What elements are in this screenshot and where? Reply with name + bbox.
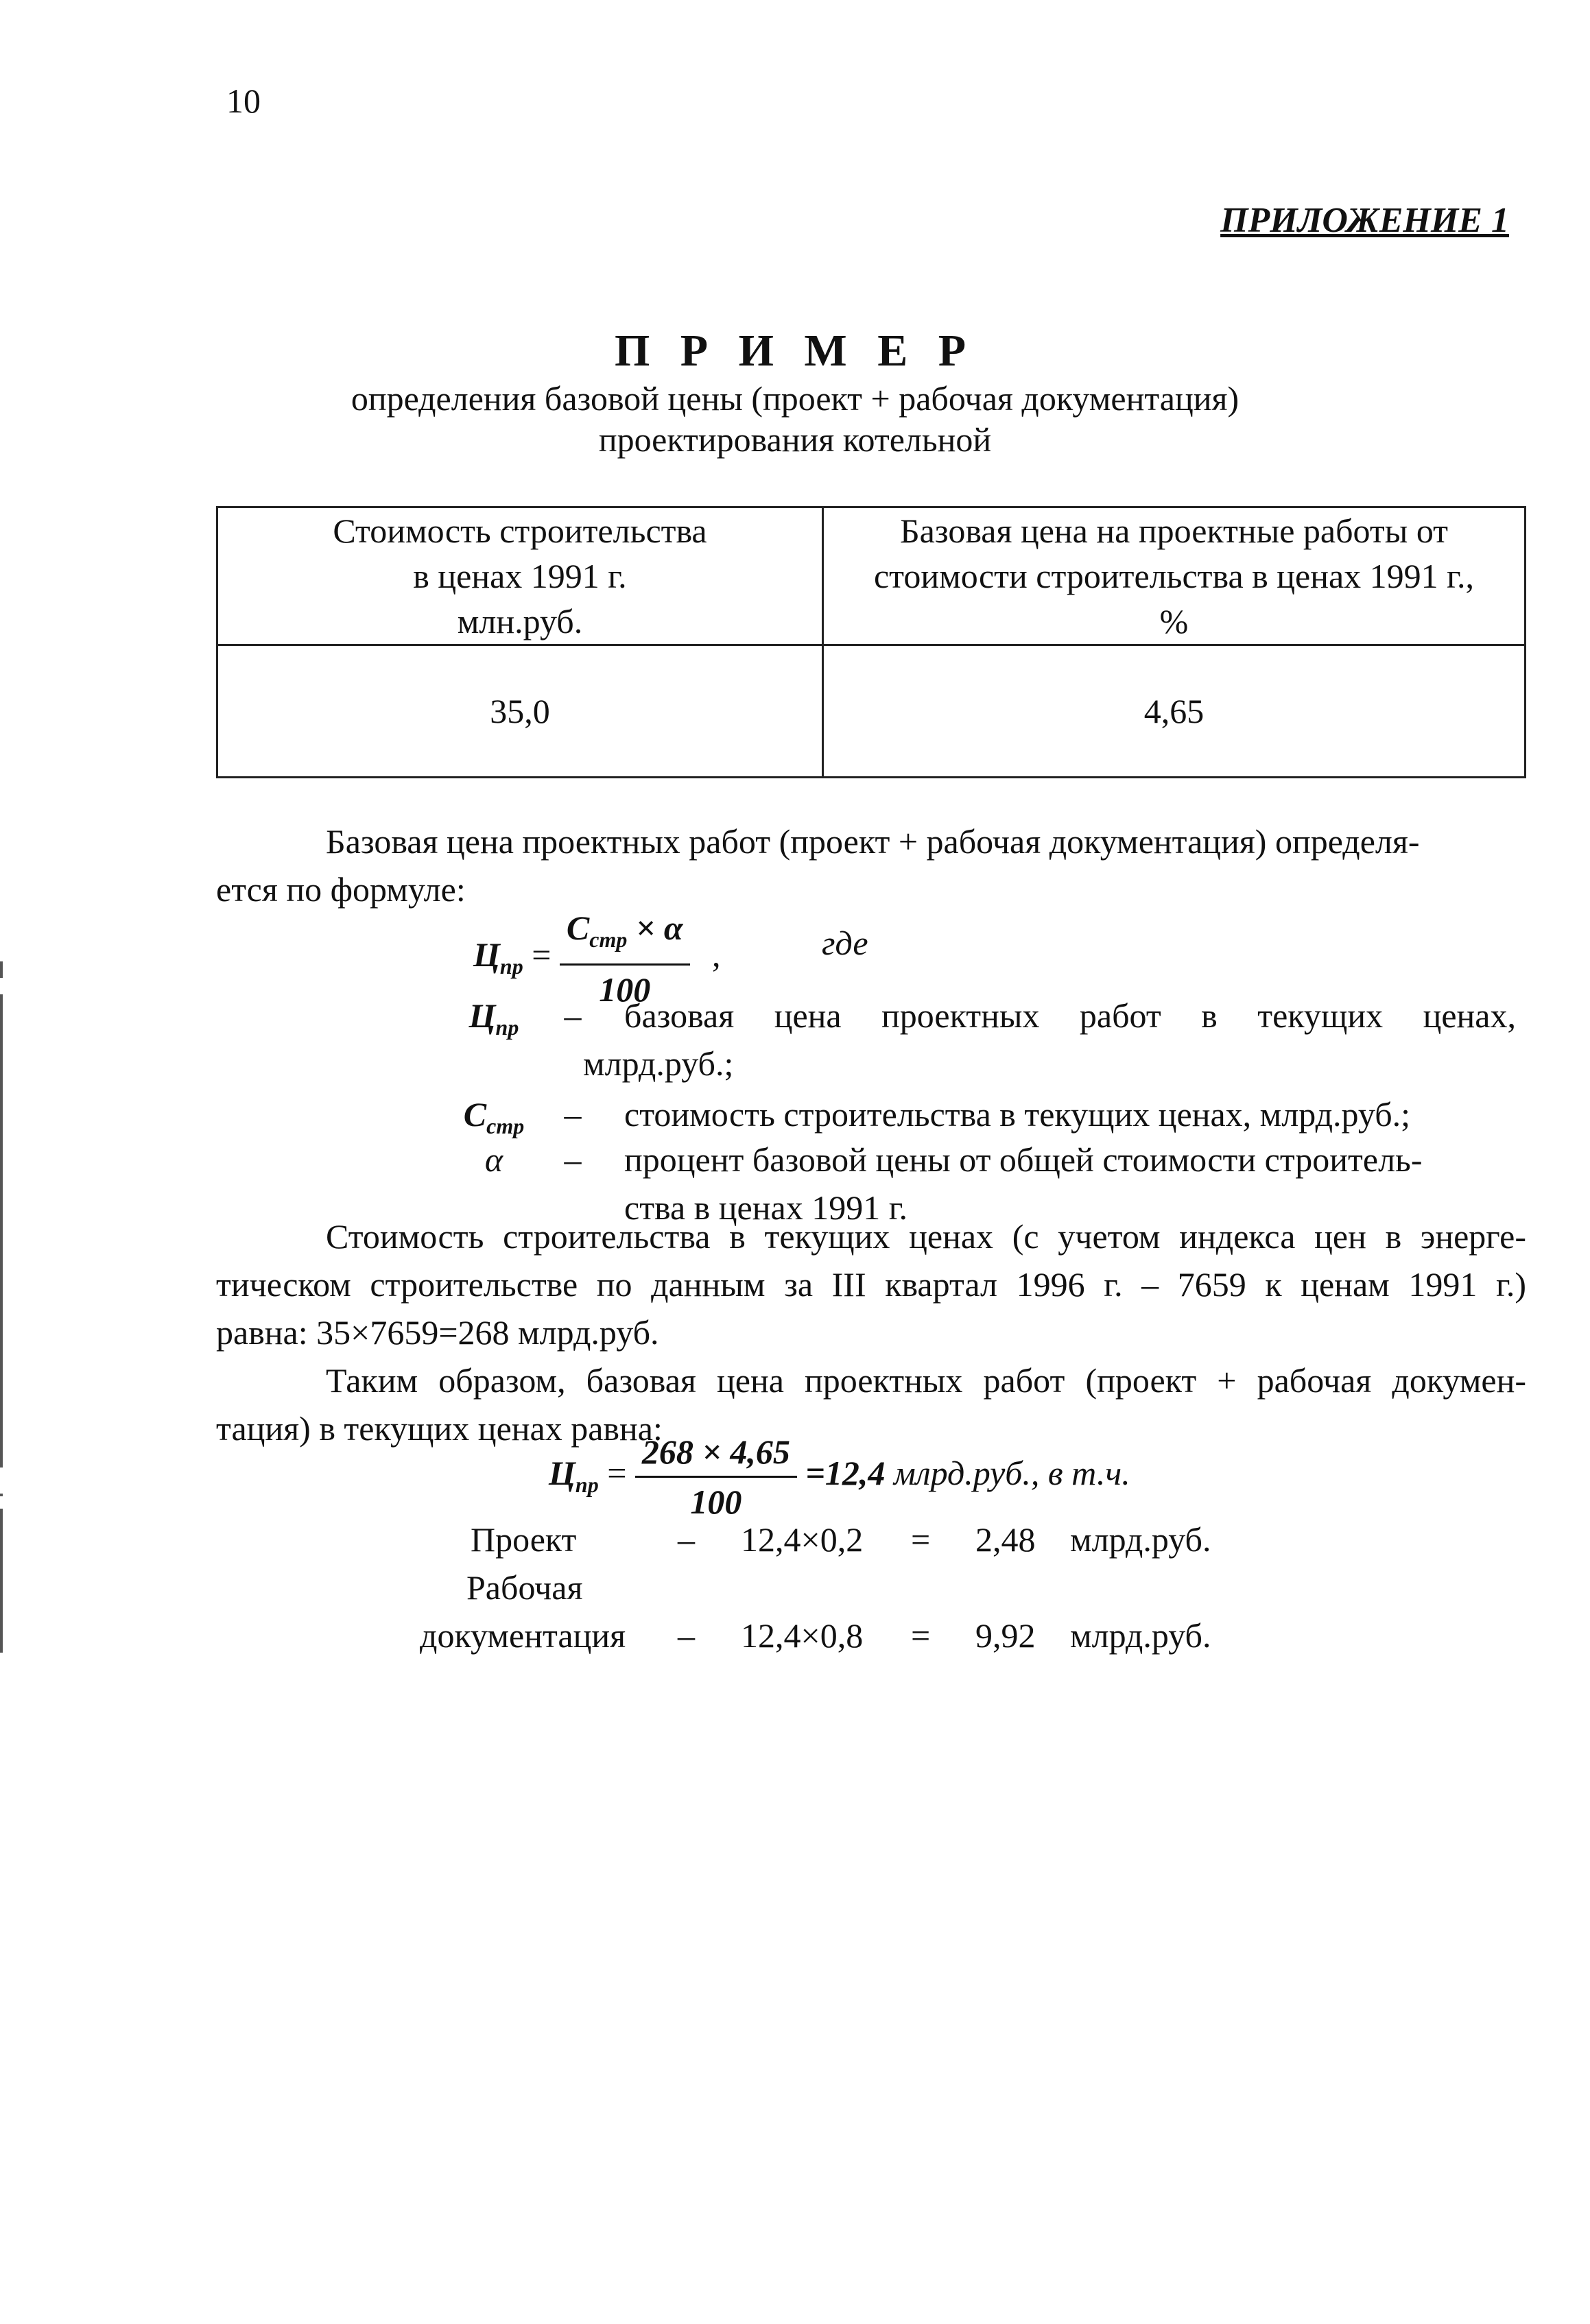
scan-edge-mark [0,1509,3,1653]
subtitle-line-2: проектирования котельной [598,420,992,459]
value-cell-percent: 4,65 [823,645,1526,778]
header-cell-base-price: Базовая цена на проектные работы от стоимости строительства в ценах 1991 г., % [823,507,1526,645]
table-row [217,645,1526,778]
formula-base-price: $Ц_{пр}$ = $\frac{C_{стр} \times \alpha}{100}$ , [473,904,721,1014]
page-number: 10 [226,82,261,120]
header-cell-cost: Стоимость строительства в ценах 1991 г. млн.руб. [217,507,823,645]
formula-fraction: $\frac{268 \times 4,65}{100}$ [635,1428,797,1526]
construction-cost-paragraph: Стоимость строительства в текущих ценах (с учетом индекса цен в энерге- тическом строительстве по данным за III квартал 1996 г. – 7659 к ценам 1991 г.) равна: 35×7659=268 млрд.руб. [216,1217,1526,1352]
scan-edge-mark [0,961,3,978]
scan-edge-mark [0,994,3,1468]
subtitle-line-1: определения базовой цены (проект + рабочая документация) [351,379,1239,418]
formula-fraction: $\frac{C_{стр} \times \alpha}{100}$ [560,904,690,1014]
intro-paragraph: Базовая цена проектных работ (проект + рабочая документация) определя- [326,822,1420,861]
document-title: П Р И М Е Р [614,326,976,376]
appendix-label: ПРИЛОЖЕНИЕ 1 [1220,201,1509,240]
price-table [216,506,1526,778]
formula-where: где [822,924,868,962]
scan-edge-mark [0,1494,3,1496]
formula-lhs: $Ц_{пр}$ [473,935,523,979]
intro-paragraph-line2: ется по формуле: [216,870,466,909]
value-cell-cost: 35,0 [217,645,823,778]
formula-result: $Ц_{пр}$ = $\frac{268 \times 4,65}{100}$ =12,4 млрд.руб., в т.ч. [549,1428,1130,1526]
table-header-row [217,507,1526,645]
current-price-paragraph: Таким образом, базовая цена проектных работ (проект + рабочая докумен- тация) в текущих ценах равна: [216,1361,1526,1448]
